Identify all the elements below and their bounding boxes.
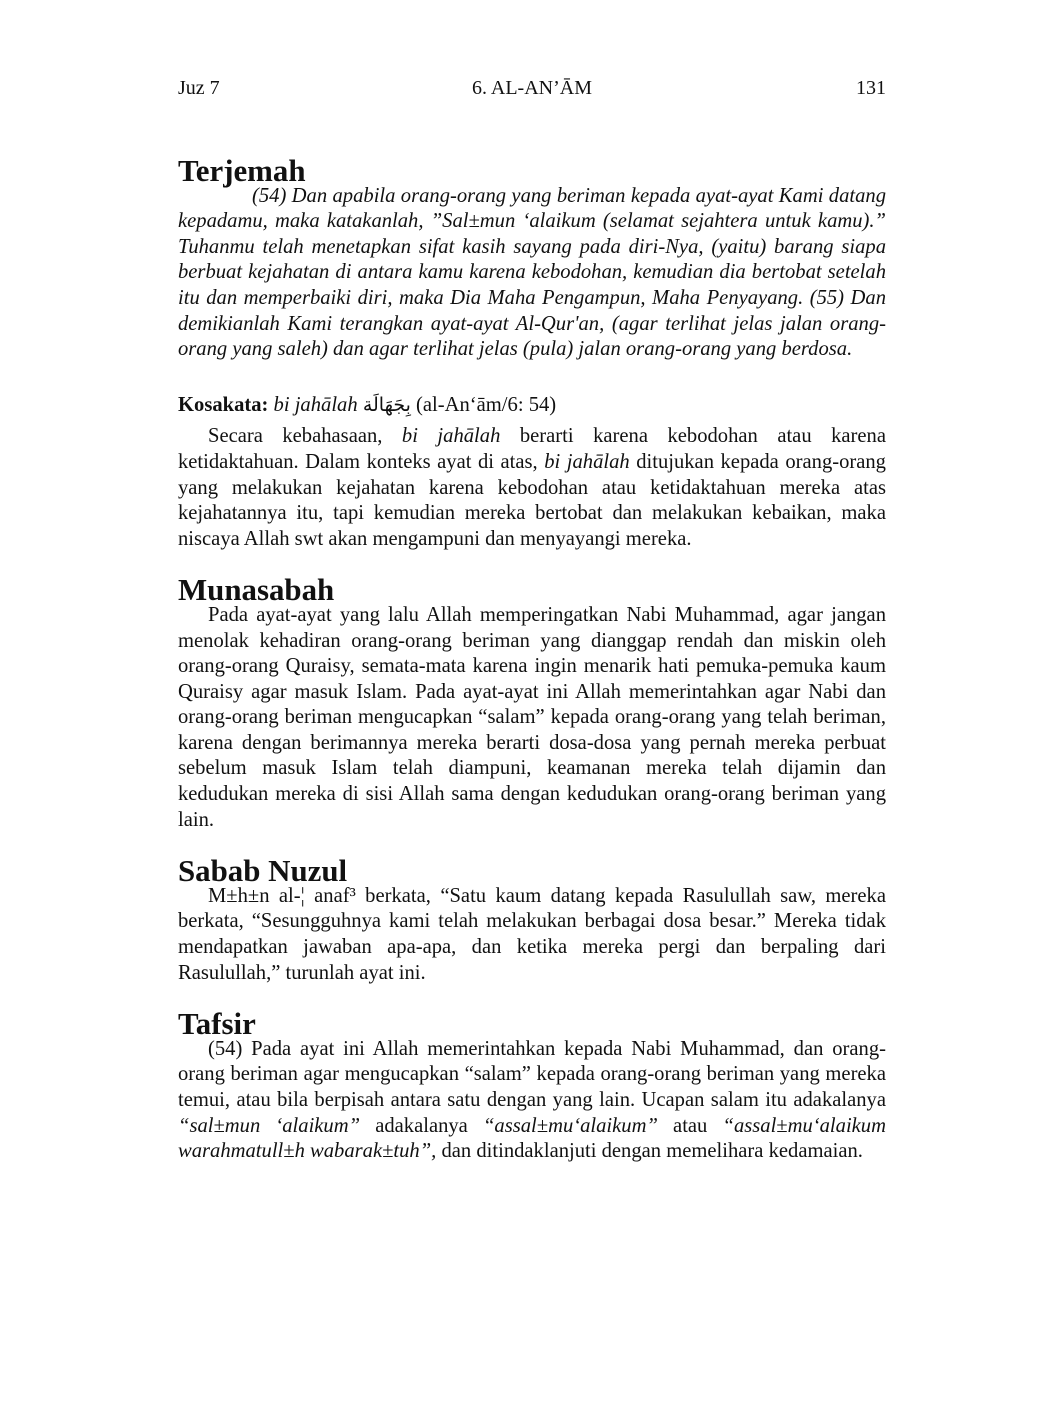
page-body xyxy=(178,153,886,1165)
kosakata-arabic: بِجَهَالَة xyxy=(362,393,411,416)
terjemah-text: (54) Dan apabila orang-orang yang beriman kepada ayat-ayat Kami datang kepadamu, maka katakanlah, ”Sal±mun ‘alaikum (selamat sejahtera untuk kamu).” Tuhanmu telah menetapkan sifat kasih sayang pada diri-Nya, (yaitu) barang siapa berbuat kejahatan di antara kamu karena kebodohan, kemudian dia bertobat setelah itu dan memperbaiki diri, maka Dia Maha Pengampun, Maha Penyayang. (55) Dan demikianlah Kami terangkan ayat-ayat Al-Qur'an, (agar terlihat jelas jalan orang-orang yang saleh) dan agar terlihat jelas (pula) jalan orang-orang yang berdosa. xyxy=(178,184,886,361)
munasabah-text: Pada ayat-ayat yang lalu Allah memperingatkan Nabi Muhammad, agar jangan menolak kehadiran orang-orang beriman yang dianggap rendah dan miskin oleh orang-orang Quraisy, semata-mata karena ingin menarik hati pemuka-pemuka kaum Quraisy agar masuk Islam. Pada ayat-ayat ini Allah memerintahkan agar Nabi dan orang-orang beriman mengucapkan “salam” kepada orang-orang yang telah beriman, karena dengan berimannya mereka berarti dosa-dosa yang pernah mereka perbuat sebelum masuk Islam telah diampuni, keamanan mereka telah dijamin dan kedudukan mereka di sisi Allah sama dengan kedudukan orang-orang beriman yang lain. xyxy=(178,603,886,831)
tafsir-text-1: (54) Pada ayat ini Allah memerintahkan kepada Nabi Muhammad, dan orang-orang beriman agar mengucapkan “salam” kepada orang-orang beriman yang mereka temui, atau bila berpisah antara satu dengan yang lain. Ucapan salam itu adakalanya xyxy=(178,1037,886,1111)
tafsir-text xyxy=(178,1037,886,1165)
tafsir-text-2: adakalanya xyxy=(360,1114,483,1137)
section-tafsir xyxy=(178,1006,886,1165)
kosakata-line xyxy=(178,393,886,419)
page-number: 131 xyxy=(856,77,886,99)
section-sabab-nuzul xyxy=(178,853,886,986)
kosakata-label: Kosakata: xyxy=(178,393,269,416)
spacer xyxy=(178,986,886,1011)
sabab-nuzul-text: M±h±n al-¦ anaf³ berkata, “Satu kaum datang kepada Rasulullah saw, mereka berkata, “Sesungguhnya kami telah melakukan berbagai dosa besar.” Mereka tidak mendapatkan jawaban apa-apa, dan ketika mereka pergi dan berpaling dari Rasulullah,” turunlah ayat ini. xyxy=(178,884,886,984)
tafsir-text-4: dan ditindaklanjuti dengan memelihara kedamaian. xyxy=(436,1140,863,1163)
kosakata-text-1: Secara kebahasaan, xyxy=(208,425,402,448)
tafsir-phrase-3: “assal±mu‘alaikum warahmatull±h wabarak±tuh”, xyxy=(178,1114,886,1163)
kosakata-term-2: bi jahālah xyxy=(401,425,501,448)
juz-label: Juz 7 xyxy=(178,77,220,99)
heading-sabab-nuzul: Sabab Nuzul xyxy=(178,853,348,889)
section-munasabah xyxy=(178,572,886,833)
tafsir-text-3: atau xyxy=(657,1114,723,1137)
kosakata-reference: (al-An‘ām/6: 54) xyxy=(416,393,557,416)
heading-tafsir: Tafsir xyxy=(178,1006,256,1042)
kosakata-text-3: ditujukan kepada orang-orang yang melakukan kejahatan karena kebodohan atau ketidaktahuan mereka atas kejahatannya itu, tapi kemudian mereka bertobat dan melakukan kebaikan, maka niscaya Allah swt akan mengampuni dan menyayangi mereka. xyxy=(178,450,886,550)
tafsir-phrase-1: “sal±mun ‘alaikum” xyxy=(178,1114,361,1137)
heading-munasabah: Munasabah xyxy=(178,572,335,608)
heading-terjemah: Terjemah xyxy=(178,153,306,188)
running-header xyxy=(178,74,886,102)
section-terjemah xyxy=(178,153,886,363)
chapter-title: 6. AL-AN’ĀM xyxy=(472,77,592,99)
tafsir-phrase-2: “assal±mu‘alaikum” xyxy=(482,1114,658,1137)
kosakata-term-3: bi jahālah xyxy=(544,450,630,473)
section-kosakata xyxy=(178,393,886,553)
kosakata-text xyxy=(178,424,886,552)
spacer xyxy=(178,363,886,393)
kosakata-term: bi jahālah xyxy=(273,393,358,416)
kosakata-text-2: berarti karena kebodohan atau karena ketidaktahuan. Dalam konteks ayat di atas, xyxy=(178,425,886,473)
